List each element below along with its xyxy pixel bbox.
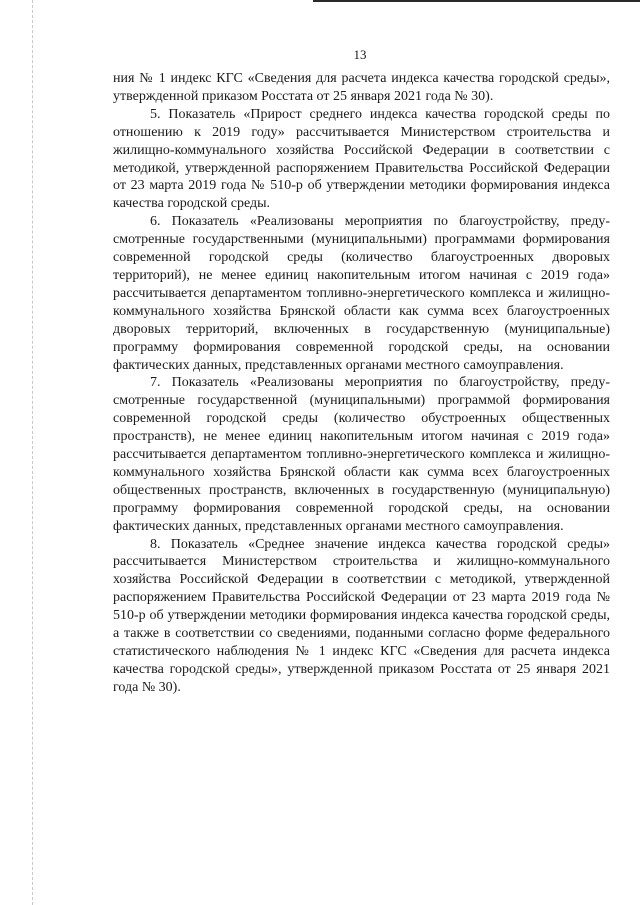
paragraph-item-5: 5. Показатель «Прирост среднего индекса качества городской среды по отношению к 2019 году» рассчитывается Министерством строительства и жилищно-коммунального хозяйства Российской Федерации в соответствии с методикой, утвержденной распоряжением Правительства Российской Федерации от 23 марта 2019 года № 510-р об утверждении методики формирования индекса качества городской среды. [113,106,610,212]
paragraph-continuation: ния № 1 индекс КГС «Сведения для расчета индекса качества городской среды», утвержденной приказом Росстата от 25 января 2021 года № 30). [113,71,610,104]
page-number: 13 [353,47,367,62]
document-body [113,70,610,697]
paragraph-item-8: 8. Показатель «Среднее значение индекса качества городской среды» рассчитывается Министерством строительства и жилищно-коммунального хозяйства Российской Федерации в соответствии с методикой, утвержденной распоряжением Правительства Российской Федерации от 23 марта 2019 года № 510-р об утверждении методики формирования индекса качества городской среды, а также в соответствии со сведениями, поданными согласно форме федерального статистического наблюдения № 1 индекс КГС «Сведения для расчета индекса качества городской среды», утвержденной приказом Росстата от 25 января 2021 года № 30). [113,536,610,695]
paragraph-item-7: 7. Показатель «Реализованы мероприятия по благоустройству, предусмотренные государственной (муниципальными) программой формирования современной городской среды (количество обустроенных общественных пространств), не менее единиц накопительным итогом начиная с 2019 года» рассчитывается департаментом топливно-энергетического комплекса и жилищно-коммунального хозяйства Брянской области как сумма всех благоустроенных общественных пространств, включенных в государственную (муниципальную) программу формирования современной городской среды, на основании фактических данных, представленных органами местного самоуправления. [113,375,610,534]
scan-left-edge [32,0,33,905]
paragraph-item-6: 6. Показатель «Реализованы мероприятия по благоустройству, предусмотренные государственными (муниципальными) программами формирования современной городской среды (количество благоустроенных дворовых территорий), не менее единиц накопительным итогом начиная с 2019 года» рассчитывается департаментом топливно-энергетического комплекса и жилищно-коммунального хозяйства Брянской области как сумма всех благоустроенных дворовых территорий, включенных в государственную (муниципальные) программу формирования современной городской среды, на основании фактических данных, представленных органами местного самоуправления. [113,214,610,373]
scan-border-line [313,0,640,2]
